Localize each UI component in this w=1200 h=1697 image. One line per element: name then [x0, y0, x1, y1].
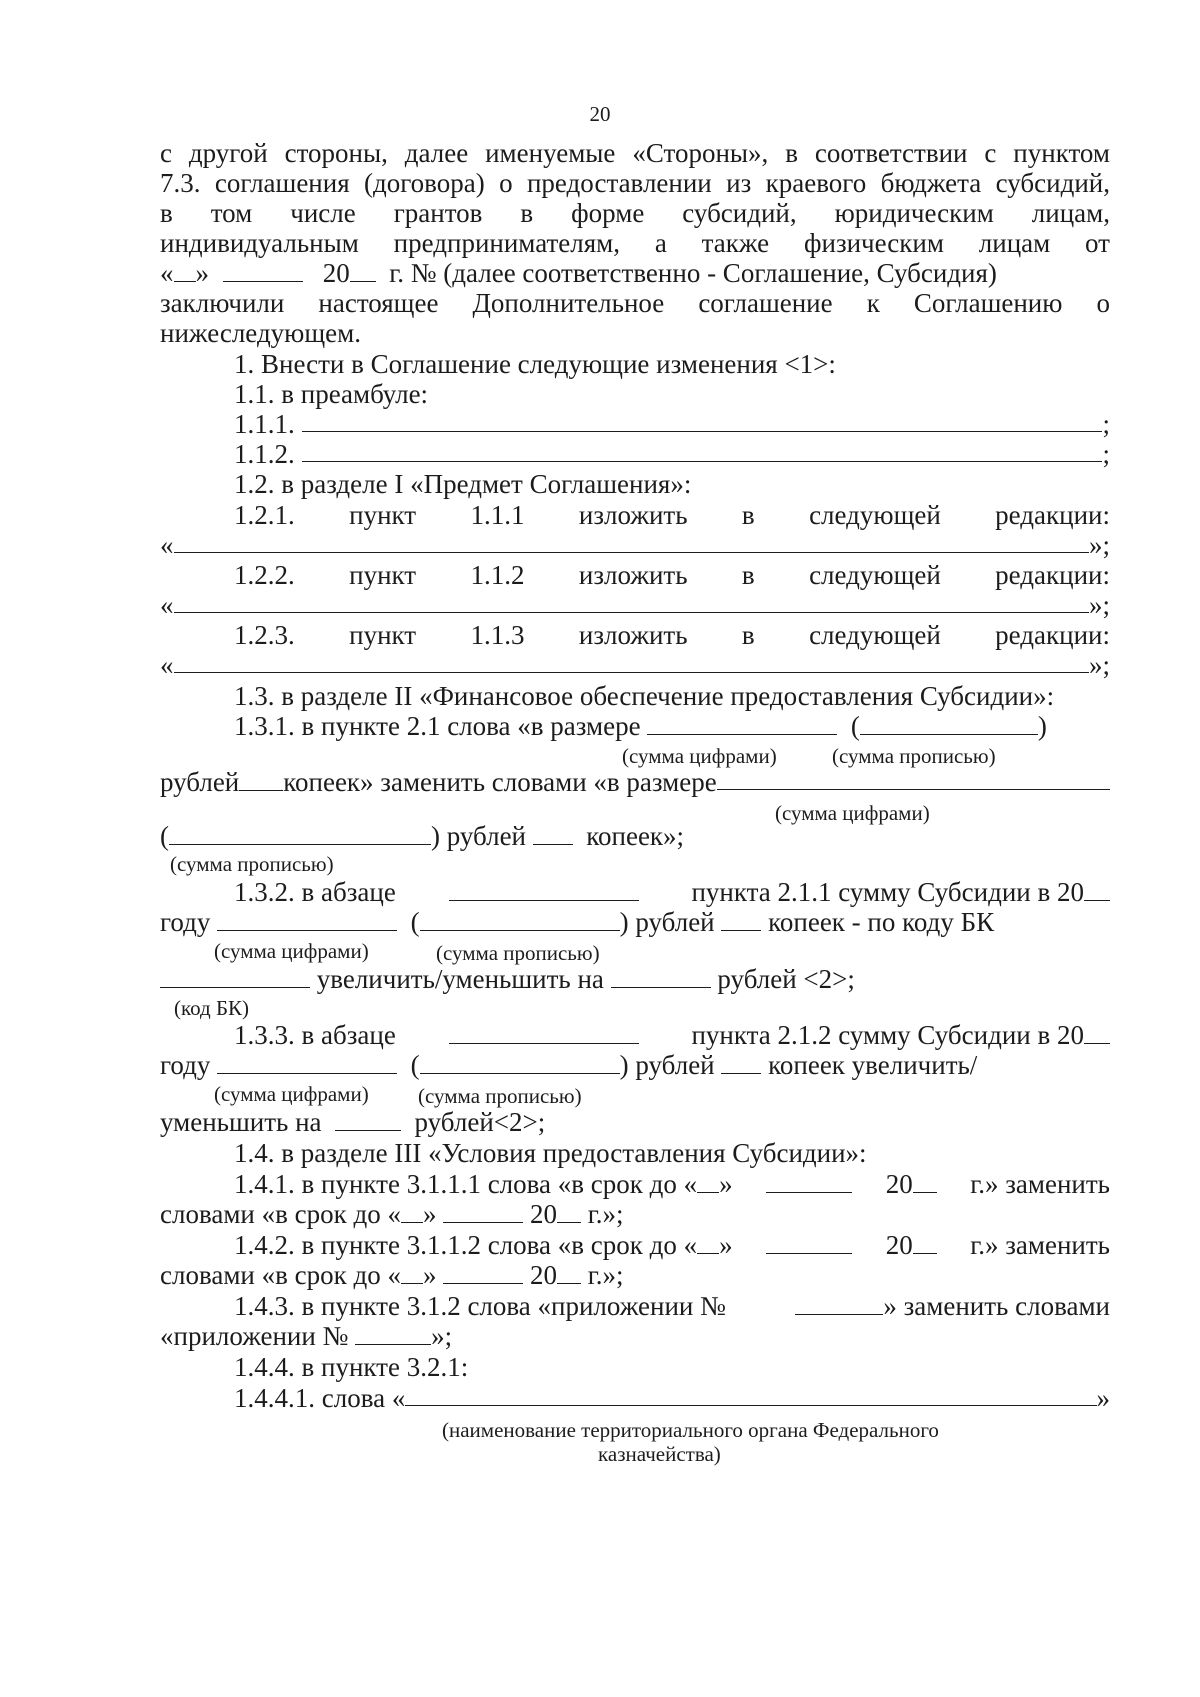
item-1-3-3-tail: пункта 2.1.2 сумму Субсидии в 20 — [691, 1020, 1084, 1050]
year-blank — [557, 1259, 581, 1284]
caption-sum-digits: (сумма цифрами) — [214, 1082, 369, 1106]
item-1-1-2 — [234, 438, 1110, 470]
item-1-3-2-text: 1.3.2. в абзаце — [234, 877, 396, 907]
item-1-3-1-line2 — [160, 766, 1110, 798]
item-1-4-3-text: 1.4.3. в пункте 3.1.2 слова «приложении № — [234, 1291, 726, 1321]
close-quote: »; — [1088, 650, 1110, 680]
item-1-2-2-blank — [174, 589, 1089, 613]
open-quote: « — [160, 530, 174, 560]
sum-digits-blank — [647, 710, 837, 735]
sum-words-blank — [860, 710, 1038, 735]
new-deadline-text: словами «в срок до « — [160, 1260, 401, 1290]
caption-kbk: (код БК) — [174, 996, 250, 1020]
year-word: году — [160, 907, 211, 937]
year-blank — [557, 1198, 581, 1223]
year-blank — [350, 257, 376, 282]
item-1-4-1-text: 1.4.1. в пункте 3.1.1.1 слова «в срок до « — [234, 1169, 698, 1199]
item-1-3-3 — [234, 1019, 1110, 1051]
item-1-3-3-line3 — [160, 1106, 1110, 1138]
open-paren: ( — [160, 821, 169, 851]
semicolon: ; — [1102, 409, 1110, 439]
year-blank — [913, 1168, 937, 1193]
page-number: 20 — [589, 102, 611, 126]
item-1-4-1-line2 — [160, 1198, 1110, 1230]
item-1-2-2: 1.2.2. пункт 1.1.2 изложить в следующей редакции: — [234, 560, 1110, 590]
year-prefix: 20 — [885, 1230, 913, 1260]
item-1-4-1 — [234, 1168, 1110, 1200]
item-1-4-2-text: 1.4.2. в пункте 3.1.1.2 слова «в срок до « — [234, 1230, 698, 1260]
sum-digits-blank — [217, 1049, 397, 1074]
change-text: увеличить/уменьшить на — [316, 964, 604, 994]
month-blank — [223, 257, 303, 282]
item-1-1-2-label: 1.1.2. — [234, 439, 295, 469]
day-blank — [401, 1259, 423, 1284]
item-1-2-1-blank — [174, 529, 1089, 553]
caption-sum-digits: (сумма цифрами) — [622, 744, 777, 768]
item-1: 1. Внести в Соглашение следующие изменения <1>: — [234, 349, 836, 379]
kbk-blank — [160, 963, 310, 988]
rubles-text: рублей <2>; — [717, 964, 855, 994]
treasury-name-blank — [405, 1382, 1096, 1406]
date-open-quote: « — [160, 258, 174, 288]
year-blank — [1084, 876, 1110, 901]
close-quote: »; — [431, 1321, 453, 1351]
para1-line2: 7.3. соглашения (договора) о предоставлении из краевого бюджета субсидий, — [160, 168, 1110, 198]
rubles-text: ) рублей — [619, 907, 715, 937]
caption-new-sum-words: (сумма прописью) — [170, 852, 334, 876]
item-1-1-1-label: 1.1.1. — [234, 409, 295, 439]
close-quote: » — [422, 1199, 437, 1229]
item-1-2-1: 1.2.1. пункт 1.1.1 изложить в следующей редакции: — [234, 500, 1110, 530]
item-1-3-2-tail: пункта 2.1.1 сумму Субсидии в 20 — [691, 877, 1084, 907]
item-1-1-2-blank — [302, 438, 1103, 462]
close-paren: ) — [1037, 711, 1047, 741]
item-1-3-1-line2-text: копеек» заменить словами «в размере — [283, 767, 717, 797]
para1-line1: с другой стороны, далее именуемые «Стороны», в соответствии с пунктом — [160, 138, 1110, 168]
year-blank — [1084, 1019, 1110, 1044]
item-1-3: 1.3. в разделе II «Финансовое обеспечение предоставления Субсидии»: — [234, 681, 1055, 711]
open-quote: « — [160, 590, 174, 620]
year-prefix: 20 — [322, 258, 350, 288]
kopecks-blank — [239, 766, 283, 791]
para1-line3: в том числе грантов в форме субсидий, юридическим лицам, — [160, 198, 1110, 228]
month-blank — [443, 1198, 523, 1223]
caption-sum-digits: (сумма цифрами) — [214, 939, 369, 963]
month-blank — [443, 1259, 523, 1284]
decrease-text: уменьшить на — [160, 1107, 322, 1137]
item-1-3-3-line2 — [160, 1049, 1110, 1081]
caption-sum-words: (сумма прописью) — [832, 744, 996, 768]
item-1-3-2-line3 — [160, 963, 1110, 995]
item-1-1: 1.1. в преамбуле: — [234, 379, 429, 409]
item-1-4-2 — [234, 1229, 1110, 1261]
item-1-1-1 — [234, 408, 1110, 440]
appendix-blank — [795, 1290, 883, 1315]
year-blank — [913, 1229, 937, 1254]
day-blank — [697, 1229, 719, 1254]
rubles-text: ) рублей — [619, 1050, 715, 1080]
caption-treasury-line1: (наименование территориального органа Федерального — [442, 1418, 939, 1442]
day-blank — [174, 257, 196, 282]
amount-blank — [335, 1106, 401, 1131]
year-prefix: 20 — [885, 1169, 913, 1199]
close-quote: » — [719, 1230, 733, 1260]
replace-text: » заменить словами — [883, 1291, 1110, 1321]
close-quote: »; — [1088, 590, 1110, 620]
caption-sum-words: (сумма прописью) — [418, 1084, 582, 1108]
caption-new-sum-digits: (сумма цифрами) — [775, 801, 930, 825]
month-blank — [766, 1168, 852, 1193]
item-1-4-3 — [234, 1290, 1110, 1322]
kbk-text: копеек - по коду БК — [768, 907, 995, 937]
close-quote: » — [422, 1260, 437, 1290]
caption-treasury-line2: казначейства) — [598, 1442, 721, 1466]
item-1-4-3-line2 — [160, 1320, 1110, 1352]
kopecks-text: копеек»; — [586, 821, 685, 851]
day-blank — [697, 1168, 719, 1193]
sum-digits-blank — [217, 906, 397, 931]
item-1-2-3-blank-line — [160, 649, 1110, 681]
item-1-2-2-blank-line — [160, 589, 1110, 621]
paragraph-blank — [449, 876, 639, 901]
year-suffix: г.»; — [587, 1260, 624, 1290]
sum-words-blank — [420, 906, 620, 931]
kopecks-blank — [721, 906, 761, 931]
item-1-4-4-1 — [234, 1382, 1110, 1414]
open-paren: ( — [850, 711, 860, 741]
para1-line5-tail: г. № (далее соответственно - Соглашение, Субсидия) — [389, 258, 997, 288]
para1-line6: заключили настоящее Дополнительное соглашение к Соглашению о — [160, 288, 1110, 318]
year-suffix: г.»; — [587, 1199, 624, 1229]
replace-text: г.» заменить — [970, 1230, 1110, 1260]
rubles-word: рублей — [160, 767, 240, 797]
new-kopecks-blank — [533, 820, 573, 845]
rubles-text: рублей<2>; — [414, 1107, 546, 1137]
item-1-3-1 — [234, 710, 1110, 742]
new-sum-digits-blank — [717, 766, 1110, 790]
month-blank — [766, 1229, 852, 1254]
item-1-2: 1.2. в разделе I «Предмет Соглашения»: — [234, 469, 692, 499]
appendix-blank — [355, 1320, 431, 1345]
para1-line5 — [160, 257, 1110, 289]
semicolon: ; — [1102, 439, 1110, 469]
item-1-3-2 — [234, 876, 1110, 908]
year-prefix: 20 — [529, 1260, 557, 1290]
item-1-3-2-line2 — [160, 906, 1110, 938]
amount-blank — [611, 963, 711, 988]
replace-text: г.» заменить — [970, 1169, 1110, 1199]
para1-line4: индивидуальным предпринимателям, а также физическим лицам от — [160, 228, 1110, 258]
year-word: году — [160, 1050, 211, 1080]
item-1-4: 1.4. в разделе III «Условия предоставления Субсидии»: — [234, 1138, 867, 1168]
item-1-4-4-1-text: 1.4.4.1. слова « — [234, 1383, 406, 1413]
day-blank — [401, 1198, 423, 1223]
para1-line7: нижеследующем. — [160, 318, 361, 348]
item-1-3-1-text: 1.3.1. в пункте 2.1 слова «в размере — [234, 711, 641, 741]
open-paren: ( — [410, 1050, 420, 1080]
item-1-2-1-blank-line — [160, 529, 1110, 561]
year-prefix: 20 — [529, 1199, 557, 1229]
item-1-4-4: 1.4.4. в пункте 3.2.1: — [234, 1352, 469, 1382]
new-deadline-text: словами «в срок до « — [160, 1199, 401, 1229]
date-close-quote: » — [195, 258, 209, 288]
rubles-text: ) рублей — [431, 821, 527, 851]
item-1-4-2-line2 — [160, 1259, 1110, 1291]
open-paren: ( — [410, 907, 420, 937]
close-quote: » — [719, 1169, 733, 1199]
item-1-3-3-text: 1.3.3. в абзаце — [234, 1020, 396, 1050]
kopecks-blank — [721, 1049, 761, 1074]
new-sum-words-blank — [169, 820, 431, 845]
caption-sum-words: (сумма прописью) — [436, 941, 600, 965]
open-quote: « — [160, 650, 174, 680]
item-1-1-1-blank — [302, 408, 1103, 432]
sum-words-blank — [420, 1049, 620, 1074]
close-quote: » — [1096, 1383, 1110, 1413]
close-quote: »; — [1088, 530, 1110, 560]
item-1-2-3-blank — [174, 649, 1089, 673]
paragraph-blank — [449, 1019, 639, 1044]
increase-text: копеек увеличить/ — [768, 1050, 978, 1080]
item-1-2-3: 1.2.3. пункт 1.1.3 изложить в следующей редакции: — [234, 620, 1110, 650]
appendix-text: «приложении № — [160, 1321, 349, 1351]
